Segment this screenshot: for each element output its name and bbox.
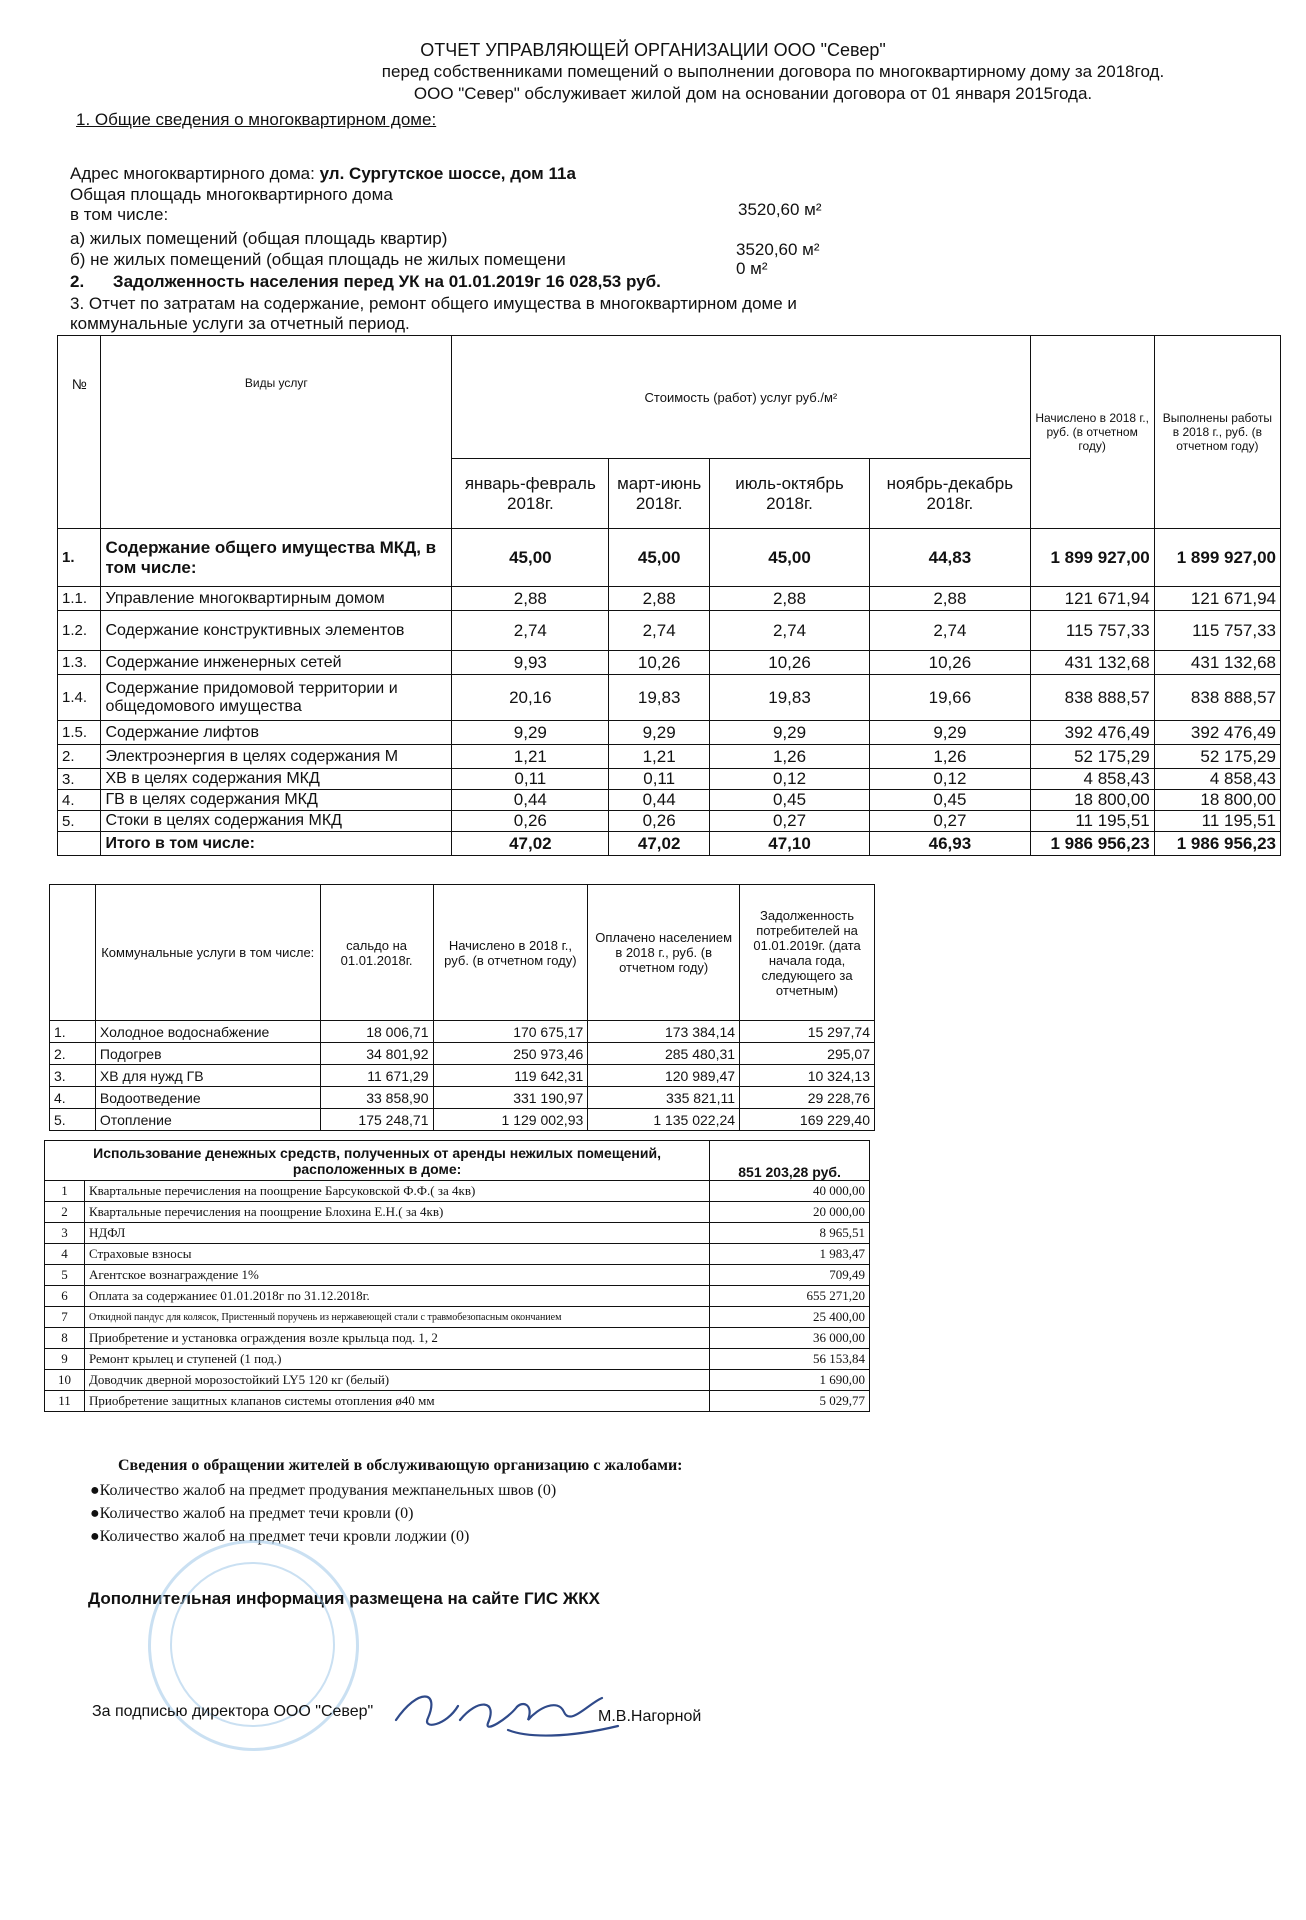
rent-row bbox=[45, 1181, 870, 1202]
address-label: Адрес многоквартирного дома: bbox=[70, 164, 315, 183]
rent-name: Доводчик дверной морозостойкий LY5 120 кг (белый) bbox=[84, 1370, 709, 1391]
services-row bbox=[58, 769, 1281, 790]
cost-period-2: 2,74 bbox=[609, 611, 709, 651]
services-row bbox=[58, 587, 1281, 611]
rent-row bbox=[45, 1223, 870, 1244]
cost-period-4: 19,66 bbox=[870, 675, 1030, 721]
util-debt: 295,07 bbox=[740, 1043, 875, 1065]
rent-value: 5 029,77 bbox=[710, 1391, 870, 1412]
report-contract-line: ООО "Север" обслуживает жилой дом на основании договора от 01 января 2015года. bbox=[413, 84, 1093, 103]
cost-period-3: 1,26 bbox=[709, 745, 869, 769]
cost-period-2: 1,21 bbox=[609, 745, 709, 769]
rent-row bbox=[45, 1244, 870, 1265]
charged-amount: 1 986 956,23 bbox=[1030, 832, 1154, 856]
cost-period-1: 0,44 bbox=[452, 790, 609, 811]
cost-period-4: 1,26 bbox=[870, 745, 1030, 769]
cost-period-1: 47,02 bbox=[452, 832, 609, 856]
util-debt: 29 228,76 bbox=[740, 1087, 875, 1109]
cost-period-3: 9,29 bbox=[709, 721, 869, 745]
util-no: 1. bbox=[50, 1021, 96, 1043]
rent-value: 1 690,00 bbox=[710, 1370, 870, 1391]
cost-period-4: 0,12 bbox=[870, 769, 1030, 790]
cost-period-2: 9,29 bbox=[609, 721, 709, 745]
cost-period-1: 20,16 bbox=[452, 675, 609, 721]
utilities-header-row bbox=[50, 885, 875, 1021]
done-amount: 1 986 956,23 bbox=[1154, 832, 1280, 856]
service-no: 5. bbox=[58, 811, 101, 832]
util-name: Отопление bbox=[95, 1109, 320, 1131]
cost-period-2: 10,26 bbox=[609, 651, 709, 675]
services-row bbox=[58, 811, 1281, 832]
cost-period-2: 47,02 bbox=[609, 832, 709, 856]
cost-period-2: 0,26 bbox=[609, 811, 709, 832]
cost-period-3: 45,00 bbox=[709, 529, 869, 587]
rent-name: Агентское вознаграждение 1% bbox=[84, 1265, 709, 1286]
report-subtitle: перед собственниками помещений о выполнении договора по многоквартирному дому за 2018год. bbox=[381, 62, 1165, 81]
services-row bbox=[58, 832, 1281, 856]
cost-period-1: 0,11 bbox=[452, 769, 609, 790]
charged-amount: 1 899 927,00 bbox=[1030, 529, 1154, 587]
service-name: ГВ в целях содержания МКД bbox=[101, 790, 452, 811]
cost-period-3: 0,12 bbox=[709, 769, 869, 790]
service-no: 1.4. bbox=[58, 675, 101, 721]
util-header-charged: Начислено в 2018 г., руб. (в отчетном году) bbox=[433, 885, 588, 1021]
period-2: март-июнь 2018г. bbox=[609, 459, 709, 529]
header-done: Выполнены работы в 2018 г., руб. (в отчетном году) bbox=[1154, 336, 1280, 529]
cost-period-2: 0,11 bbox=[609, 769, 709, 790]
charged-amount: 838 888,57 bbox=[1030, 675, 1154, 721]
done-amount: 431 132,68 bbox=[1154, 651, 1280, 675]
area-label: Общая площадь многоквартирного дома bbox=[70, 185, 393, 204]
done-amount: 18 800,00 bbox=[1154, 790, 1280, 811]
additional-info: Дополнительная информация размещена на сайте ГИС ЖКХ bbox=[88, 1589, 600, 1608]
utilities-row bbox=[50, 1043, 875, 1065]
util-no: 4. bbox=[50, 1087, 96, 1109]
util-name: Подогрев bbox=[95, 1043, 320, 1065]
complaint-1: ●Количество жалоб на предмет продувания межпанельных швов (0) bbox=[90, 1482, 557, 1499]
rent-name: Приобретение и установка ограждения возле крыльца под. 1, 2 bbox=[84, 1328, 709, 1349]
rent-value: 709,49 bbox=[710, 1265, 870, 1286]
cost-period-2: 45,00 bbox=[609, 529, 709, 587]
service-name: ХВ в целях содержания МКД bbox=[101, 769, 452, 790]
cost-period-4: 10,26 bbox=[870, 651, 1030, 675]
living-label: а) жилых помещений (общая площадь квартир) bbox=[70, 229, 448, 248]
rent-no: 8 bbox=[45, 1328, 85, 1349]
services-row bbox=[58, 611, 1281, 651]
cost-period-4: 0,45 bbox=[870, 790, 1030, 811]
address-value: ул. Сургутское шоссе, дом 11а bbox=[319, 164, 576, 183]
rent-row bbox=[45, 1349, 870, 1370]
rent-value: 20 000,00 bbox=[710, 1202, 870, 1223]
service-name: Стоки в целях содержания МКД bbox=[101, 811, 452, 832]
complaints-title: Сведения о обращении жителей в обслуживающую организацию с жалобами: bbox=[118, 1457, 683, 1474]
rent-no: 10 bbox=[45, 1370, 85, 1391]
util-saldo: 175 248,71 bbox=[320, 1109, 433, 1131]
rent-value: 8 965,51 bbox=[710, 1223, 870, 1244]
cost-period-1: 1,21 bbox=[452, 745, 609, 769]
util-charged: 170 675,17 bbox=[433, 1021, 588, 1043]
rent-no: 4 bbox=[45, 1244, 85, 1265]
util-no: 5. bbox=[50, 1109, 96, 1131]
nonliving-value: 0 м² bbox=[736, 259, 768, 278]
rent-value: 1 983,47 bbox=[710, 1244, 870, 1265]
cost-period-3: 2,74 bbox=[709, 611, 869, 651]
utilities-table bbox=[49, 884, 875, 1131]
util-paid: 285 480,31 bbox=[588, 1043, 740, 1065]
service-name: Управление многоквартирным домом bbox=[101, 587, 452, 611]
done-amount: 1 899 927,00 bbox=[1154, 529, 1280, 587]
cost-period-3: 47,10 bbox=[709, 832, 869, 856]
service-no: 1. bbox=[58, 529, 101, 587]
rent-name: Ремонт крылец и ступеней (1 под.) bbox=[84, 1349, 709, 1370]
rent-name: Квартальные перечисления на поощрение Барсуковской Ф.Ф.( за 4кв) bbox=[84, 1181, 709, 1202]
report-line-2: коммунальные услуги за отчетный период. bbox=[70, 314, 410, 333]
rent-row bbox=[45, 1202, 870, 1223]
util-paid: 335 821,11 bbox=[588, 1087, 740, 1109]
charged-amount: 431 132,68 bbox=[1030, 651, 1154, 675]
rent-row bbox=[45, 1265, 870, 1286]
rent-no: 6 bbox=[45, 1286, 85, 1307]
done-amount: 392 476,49 bbox=[1154, 721, 1280, 745]
rent-name: Откидной пандус для колясок, Пристенный поручень из нержавеющей стали с травмобезопасным окончанием bbox=[84, 1307, 709, 1328]
header-charged: Начислено в 2018 г., руб. (в отчетном году) bbox=[1030, 336, 1154, 529]
cost-period-3: 0,45 bbox=[709, 790, 869, 811]
services-row bbox=[58, 790, 1281, 811]
cost-period-1: 45,00 bbox=[452, 529, 609, 587]
service-no bbox=[58, 832, 101, 856]
rent-no: 9 bbox=[45, 1349, 85, 1370]
cost-period-4: 2,88 bbox=[870, 587, 1030, 611]
rent-row bbox=[45, 1370, 870, 1391]
done-amount: 115 757,33 bbox=[1154, 611, 1280, 651]
rent-no: 11 bbox=[45, 1391, 85, 1412]
charged-amount: 11 195,51 bbox=[1030, 811, 1154, 832]
service-name: Содержание инженерных сетей bbox=[101, 651, 452, 675]
charged-amount: 121 671,94 bbox=[1030, 587, 1154, 611]
util-name: ХВ для нужд ГВ bbox=[95, 1065, 320, 1087]
cost-period-1: 9,93 bbox=[452, 651, 609, 675]
rent-table bbox=[44, 1140, 870, 1412]
debt-number: 2. bbox=[70, 272, 85, 291]
sign-name: М.В.Нагорной bbox=[598, 1708, 702, 1725]
rent-total: 851 203,28 руб. bbox=[710, 1141, 870, 1181]
utilities-row bbox=[50, 1087, 875, 1109]
util-paid: 173 384,14 bbox=[588, 1021, 740, 1043]
debt-row bbox=[70, 272, 661, 292]
report-title: ОТЧЕТ УПРАВЛЯЮЩЕЙ ОРГАНИЗАЦИИ ООО "Север" bbox=[420, 40, 886, 60]
rent-row bbox=[45, 1307, 870, 1328]
cost-period-2: 2,88 bbox=[609, 587, 709, 611]
incl-label: в том числе: bbox=[70, 205, 169, 224]
util-paid: 120 989,47 bbox=[588, 1065, 740, 1087]
cost-period-3: 19,83 bbox=[709, 675, 869, 721]
cost-period-3: 2,88 bbox=[709, 587, 869, 611]
done-amount: 4 858,43 bbox=[1154, 769, 1280, 790]
cost-period-4: 46,93 bbox=[870, 832, 1030, 856]
services-row bbox=[58, 721, 1281, 745]
area-value: 3520,60 м² bbox=[738, 200, 822, 219]
util-saldo: 18 006,71 bbox=[320, 1021, 433, 1043]
rent-name: Страховые взносы bbox=[84, 1244, 709, 1265]
util-header-debt: Задолженность потребителей на 01.01.2019г. (дата начала года, следующего за отчетным) bbox=[740, 885, 875, 1021]
header-type: Виды услуг bbox=[101, 336, 452, 529]
rent-no: 3 bbox=[45, 1223, 85, 1244]
charged-amount: 4 858,43 bbox=[1030, 769, 1154, 790]
cost-period-1: 2,88 bbox=[452, 587, 609, 611]
util-saldo: 11 671,29 bbox=[320, 1065, 433, 1087]
charged-amount: 392 476,49 bbox=[1030, 721, 1154, 745]
rent-name: НДФЛ bbox=[84, 1223, 709, 1244]
util-name: Водоотведение bbox=[95, 1087, 320, 1109]
rent-value: 25 400,00 bbox=[710, 1307, 870, 1328]
service-no: 1.1. bbox=[58, 587, 101, 611]
util-no: 3. bbox=[50, 1065, 96, 1087]
service-name: Итого в том числе: bbox=[101, 832, 452, 856]
service-name: Содержание придомовой территории и общедомового имущества bbox=[101, 675, 452, 721]
util-header-no bbox=[50, 885, 96, 1021]
done-amount: 121 671,94 bbox=[1154, 587, 1280, 611]
service-name: Электроэнергия в целях содержания М bbox=[101, 745, 452, 769]
services-row bbox=[58, 651, 1281, 675]
util-saldo: 34 801,92 bbox=[320, 1043, 433, 1065]
sign-label: За подписью директора ООО "Север" bbox=[92, 1703, 374, 1720]
service-no: 1.3. bbox=[58, 651, 101, 675]
util-paid: 1 135 022,24 bbox=[588, 1109, 740, 1131]
cost-period-4: 9,29 bbox=[870, 721, 1030, 745]
period-1: январь-февраль 2018г. bbox=[452, 459, 609, 529]
general-section-title: 1. Общие сведения о многоквартирном доме: bbox=[76, 110, 437, 129]
rent-title: Использование денежных средств, полученных от аренды нежилых помещений, расположенных в доме: bbox=[45, 1141, 710, 1181]
service-no: 3. bbox=[58, 769, 101, 790]
cost-period-2: 0,44 bbox=[609, 790, 709, 811]
util-charged: 250 973,46 bbox=[433, 1043, 588, 1065]
util-header-saldo: сальдо на 01.01.2018г. bbox=[320, 885, 433, 1021]
util-header-name: Коммунальные услуги в том числе: bbox=[95, 885, 320, 1021]
util-name: Холодное водоснабжение bbox=[95, 1021, 320, 1043]
cost-period-1: 0,26 bbox=[452, 811, 609, 832]
cost-period-4: 0,27 bbox=[870, 811, 1030, 832]
util-charged: 331 190,97 bbox=[433, 1087, 588, 1109]
report-line-1: 3. Отчет по затратам на содержание, ремонт общего имущества в многоквартирном доме и bbox=[70, 294, 797, 313]
debt-text: Задолженность населения перед УК на 01.01.2019г 16 028,53 руб. bbox=[112, 272, 661, 291]
cost-period-3: 10,26 bbox=[709, 651, 869, 675]
services-row bbox=[58, 675, 1281, 721]
rent-no: 7 bbox=[45, 1307, 85, 1328]
service-name: Содержание лифтов bbox=[101, 721, 452, 745]
utilities-row bbox=[50, 1109, 875, 1131]
rent-value: 36 000,00 bbox=[710, 1328, 870, 1349]
rent-no: 1 bbox=[45, 1181, 85, 1202]
complaint-2: ●Количество жалоб на предмет течи кровли (0) bbox=[90, 1505, 414, 1522]
done-amount: 52 175,29 bbox=[1154, 745, 1280, 769]
utilities-row bbox=[50, 1021, 875, 1043]
rent-name: Приобретение защитных клапанов системы отопления ø40 мм bbox=[84, 1391, 709, 1412]
rent-name: Квартальные перечисления на поощрение Блохина Е.Н.( за 4кв) bbox=[84, 1202, 709, 1223]
rent-header-row bbox=[45, 1141, 870, 1181]
util-header-paid: Оплачено населением в 2018 г., руб. (в отчетном году) bbox=[588, 885, 740, 1021]
rent-value: 56 153,84 bbox=[710, 1349, 870, 1370]
charged-amount: 115 757,33 bbox=[1030, 611, 1154, 651]
service-name: Содержание конструктивных элементов bbox=[101, 611, 452, 651]
cost-period-1: 2,74 bbox=[452, 611, 609, 651]
rent-row bbox=[45, 1286, 870, 1307]
util-charged: 1 129 002,93 bbox=[433, 1109, 588, 1131]
service-no: 1.2. bbox=[58, 611, 101, 651]
util-debt: 169 229,40 bbox=[740, 1109, 875, 1131]
service-no: 2. bbox=[58, 745, 101, 769]
address-row bbox=[70, 164, 576, 184]
nonliving-label: б) не жилых помещений (общая площадь не жилых помещени bbox=[70, 250, 566, 269]
util-saldo: 33 858,90 bbox=[320, 1087, 433, 1109]
cost-period-1: 9,29 bbox=[452, 721, 609, 745]
header-no: № bbox=[58, 336, 101, 529]
service-name: Содержание общего имущества МКД, в том числе: bbox=[101, 529, 452, 587]
period-4: ноябрь-декабрь 2018г. bbox=[870, 459, 1030, 529]
header-cost: Стоимость (работ) услуг руб./м² bbox=[452, 336, 1030, 459]
util-charged: 119 642,31 bbox=[433, 1065, 588, 1087]
rent-row bbox=[45, 1328, 870, 1349]
rent-row bbox=[45, 1391, 870, 1412]
services-header-row bbox=[58, 336, 1281, 459]
service-no: 4. bbox=[58, 790, 101, 811]
charged-amount: 52 175,29 bbox=[1030, 745, 1154, 769]
rent-name: Оплата за содержаниеє 01.01.2018г по 31.12.2018г. bbox=[84, 1286, 709, 1307]
period-3: июль-октябрь 2018г. bbox=[709, 459, 869, 529]
util-debt: 15 297,74 bbox=[740, 1021, 875, 1043]
done-amount: 838 888,57 bbox=[1154, 675, 1280, 721]
cost-period-2: 19,83 bbox=[609, 675, 709, 721]
utilities-row bbox=[50, 1065, 875, 1087]
done-amount: 11 195,51 bbox=[1154, 811, 1280, 832]
util-no: 2. bbox=[50, 1043, 96, 1065]
charged-amount: 18 800,00 bbox=[1030, 790, 1154, 811]
cost-period-4: 44,83 bbox=[870, 529, 1030, 587]
complaint-3: ●Количество жалоб на предмет течи кровли лоджии (0) bbox=[90, 1528, 470, 1545]
rent-value: 40 000,00 bbox=[710, 1181, 870, 1202]
services-table bbox=[57, 335, 1281, 856]
services-row bbox=[58, 529, 1281, 587]
rent-no: 5 bbox=[45, 1265, 85, 1286]
living-value: 3520,60 м² bbox=[736, 240, 820, 259]
cost-period-4: 2,74 bbox=[870, 611, 1030, 651]
util-debt: 10 324,13 bbox=[740, 1065, 875, 1087]
rent-no: 2 bbox=[45, 1202, 85, 1223]
rent-value: 655 271,20 bbox=[710, 1286, 870, 1307]
cost-period-3: 0,27 bbox=[709, 811, 869, 832]
services-row bbox=[58, 745, 1281, 769]
service-no: 1.5. bbox=[58, 721, 101, 745]
